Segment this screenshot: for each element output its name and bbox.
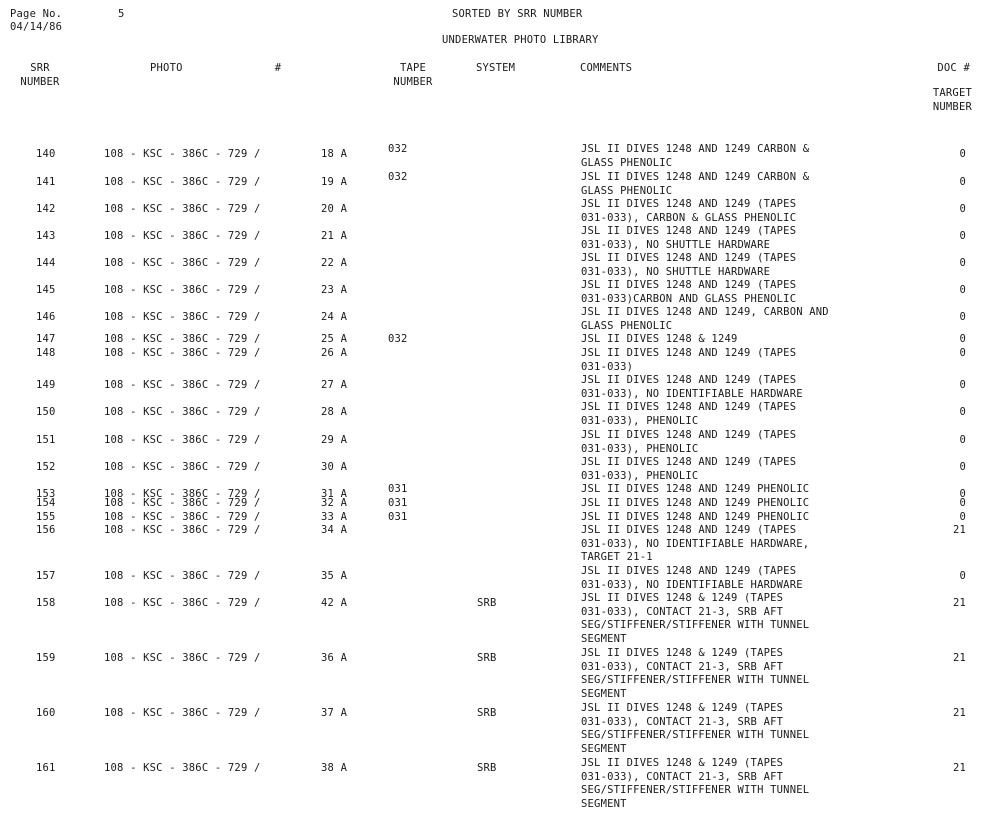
photo-number: 34 A [321, 524, 348, 536]
target-number: 0 [959, 347, 966, 359]
target-number: 0 [959, 311, 966, 323]
srr-number: 161 [36, 762, 56, 774]
srr-number: 146 [36, 311, 56, 323]
photo-number: 26 A [321, 347, 348, 359]
page-label: Page No. [10, 8, 63, 20]
photo-id: 108 - KSC - 386C - 729 / [104, 434, 261, 446]
target-number: 0 [959, 379, 966, 391]
report-date: 04/14/86 [10, 21, 63, 33]
photo-id: 108 - KSC - 386C - 729 / [104, 148, 261, 160]
comments: JSL II DIVES 1248 & 1249 [581, 333, 738, 345]
target-number: 0 [959, 230, 966, 242]
comments: JSL II DIVES 1248 AND 1249 (TAPES 031-033), NO SHUTTLE HARDWARE [581, 225, 797, 251]
photo-number: 24 A [321, 311, 348, 323]
photo-id: 108 - KSC - 386C - 729 / [104, 511, 261, 523]
comments: JSL II DIVES 1248 & 1249 (TAPES 031-033), CONTACT 21-3, SRB AFT SEG/STIFFENER/STIFFENER WITH TUNNEL SEGMENT [581, 757, 810, 810]
srr-number: 143 [36, 230, 56, 242]
tape-number: 031 [388, 483, 408, 495]
comments: JSL II DIVES 1248 AND 1249 CARBON & GLASS PHENOLIC [581, 171, 810, 197]
comments: JSL II DIVES 1248 AND 1249 (TAPES 031-033), NO IDENTIFIABLE HARDWARE, TARGET 21-1 [581, 524, 810, 563]
header-photo: PHOTO [150, 62, 183, 74]
srr-number: 144 [36, 257, 56, 269]
target-number: 21 [952, 597, 966, 609]
page-number: 5 [118, 8, 125, 20]
srr-number: 147 [36, 333, 56, 345]
comments: JSL II DIVES 1248 AND 1249 PHENOLIC [581, 511, 810, 523]
photo-id: 108 - KSC - 386C - 729 / [104, 176, 261, 188]
target-number: 0 [959, 284, 966, 296]
comments: JSL II DIVES 1248 & 1249 (TAPES 031-033), CONTACT 21-3, SRB AFT SEG/STIFFENER/STIFFENER WITH TUNNEL SEGMENT [581, 647, 810, 700]
srr-number: 157 [36, 570, 56, 582]
photo-id: 108 - KSC - 386C - 729 / [104, 311, 261, 323]
photo-number: 31 A [321, 488, 348, 500]
photo-number: 38 A [321, 762, 348, 774]
target-number: 0 [959, 148, 966, 160]
photo-id: 108 - KSC - 386C - 729 / [104, 257, 261, 269]
srr-number: 140 [36, 148, 56, 160]
photo-id: 108 - KSC - 386C - 729 / [104, 406, 261, 418]
target-number: 0 [959, 333, 966, 345]
comments: JSL II DIVES 1248 AND 1249 PHENOLIC [581, 483, 810, 495]
target-number: 0 [959, 406, 966, 418]
photo-id: 108 - KSC - 386C - 729 / [104, 762, 261, 774]
photo-id: 108 - KSC - 386C - 729 / [104, 347, 261, 359]
photo-number: 23 A [321, 284, 348, 296]
comments: JSL II DIVES 1248 AND 1249 (TAPES 031-033)CARBON AND GLASS PHENOLIC [581, 279, 797, 305]
photo-id: 108 - KSC - 386C - 729 / [104, 461, 261, 473]
comments: JSL II DIVES 1248 & 1249 (TAPES 031-033), CONTACT 21-3, SRB AFT SEG/STIFFENER/STIFFENER WITH TUNNEL SEGMENT [581, 702, 810, 755]
comments: JSL II DIVES 1248 AND 1249 PHENOLIC [581, 497, 810, 509]
target-number: 0 [959, 176, 966, 188]
srr-number: 158 [36, 597, 56, 609]
srr-number: 152 [36, 461, 56, 473]
comments: JSL II DIVES 1248 AND 1249 (TAPES 031-033) [581, 347, 797, 373]
photo-number: 18 A [321, 148, 348, 160]
target-number: 21 [952, 707, 966, 719]
comments: JSL II DIVES 1248 AND 1249 (TAPES 031-033), PHENOLIC [581, 456, 797, 482]
comments: JSL II DIVES 1248 AND 1249 (TAPES 031-033), CARBON & GLASS PHENOLIC [581, 198, 797, 224]
header-srr-number: SRR NUMBER [20, 62, 60, 88]
target-number: 0 [959, 488, 966, 500]
photo-number: 25 A [321, 333, 348, 345]
target-number: 0 [959, 203, 966, 215]
system: SRB [477, 597, 497, 609]
photo-number: 36 A [321, 652, 348, 664]
sort-title: SORTED BY SRR NUMBER [452, 8, 583, 20]
system: SRB [477, 762, 497, 774]
srr-number: 148 [36, 347, 56, 359]
srr-number: 149 [36, 379, 56, 391]
srr-number: 154 [36, 497, 56, 509]
target-number: 0 [959, 570, 966, 582]
photo-id: 108 - KSC - 386C - 729 / [104, 230, 261, 242]
photo-id: 108 - KSC - 386C - 729 / [104, 284, 261, 296]
header-hash: # [274, 62, 282, 74]
photo-number: 22 A [321, 257, 348, 269]
srr-number: 142 [36, 203, 56, 215]
target-number: 0 [959, 461, 966, 473]
comments: JSL II DIVES 1248 AND 1249 (TAPES 031-033), NO IDENTIFIABLE HARDWARE [581, 565, 803, 591]
srr-number: 156 [36, 524, 56, 536]
comments: JSL II DIVES 1248 AND 1249 CARBON & GLASS PHENOLIC [581, 143, 810, 169]
photo-number: 28 A [321, 406, 348, 418]
comments: JSL II DIVES 1248 AND 1249, CARBON AND GLASS PHENOLIC [581, 306, 829, 332]
comments: JSL II DIVES 1248 AND 1249 (TAPES 031-033), PHENOLIC [581, 401, 797, 427]
photo-number: 21 A [321, 230, 348, 242]
photo-number: 42 A [321, 597, 348, 609]
srr-number: 155 [36, 511, 56, 523]
photo-number: 27 A [321, 379, 348, 391]
header-tape-number: TAPE NUMBER [393, 62, 433, 88]
system: SRB [477, 652, 497, 664]
header-comments: COMMENTS [580, 62, 633, 74]
target-number: 0 [959, 511, 966, 523]
photo-id: 108 - KSC - 386C - 729 / [104, 497, 261, 509]
system: SRB [477, 707, 497, 719]
srr-number: 145 [36, 284, 56, 296]
tape-number: 031 [388, 511, 408, 523]
header-target-number: TARGET NUMBER [932, 87, 972, 113]
target-number: 21 [952, 762, 966, 774]
photo-id: 108 - KSC - 386C - 729 / [104, 597, 261, 609]
photo-number: 32 A [321, 497, 348, 509]
target-number: 21 [952, 524, 966, 536]
tape-number: 032 [388, 171, 408, 183]
photo-id: 108 - KSC - 386C - 729 / [104, 488, 261, 500]
srr-number: 151 [36, 434, 56, 446]
comments: JSL II DIVES 1248 AND 1249 (TAPES 031-033), NO SHUTTLE HARDWARE [581, 252, 797, 278]
header-doc-number: DOC # [937, 62, 970, 74]
photo-id: 108 - KSC - 386C - 729 / [104, 570, 261, 582]
photo-number: 20 A [321, 203, 348, 215]
srr-number: 150 [36, 406, 56, 418]
photo-number: 29 A [321, 434, 348, 446]
header-system: SYSTEM [476, 62, 516, 74]
target-number: 0 [959, 257, 966, 269]
comments: JSL II DIVES 1248 AND 1249 (TAPES 031-033), NO IDENTIFIABLE HARDWARE [581, 374, 803, 400]
srr-number: 153 [36, 488, 56, 500]
library-title: UNDERWATER PHOTO LIBRARY [442, 34, 599, 46]
tape-number: 032 [388, 143, 408, 155]
photo-id: 108 - KSC - 386C - 729 / [104, 379, 261, 391]
srr-number: 160 [36, 707, 56, 719]
photo-id: 108 - KSC - 386C - 729 / [104, 524, 261, 536]
target-number: 21 [952, 652, 966, 664]
photo-number: 37 A [321, 707, 348, 719]
target-number: 0 [959, 497, 966, 509]
photo-id: 108 - KSC - 386C - 729 / [104, 203, 261, 215]
target-number: 0 [959, 434, 966, 446]
photo-number: 19 A [321, 176, 348, 188]
comments: JSL II DIVES 1248 & 1249 (TAPES 031-033), CONTACT 21-3, SRB AFT SEG/STIFFENER/STIFFENER WITH TUNNEL SEGMENT [581, 592, 810, 645]
tape-number: 032 [388, 333, 408, 345]
photo-id: 108 - KSC - 386C - 729 / [104, 707, 261, 719]
tape-number: 031 [388, 497, 408, 509]
comments: JSL II DIVES 1248 AND 1249 (TAPES 031-033), PHENOLIC [581, 429, 797, 455]
photo-number: 30 A [321, 461, 348, 473]
srr-number: 141 [36, 176, 56, 188]
photo-number: 35 A [321, 570, 348, 582]
photo-number: 33 A [321, 511, 348, 523]
photo-id: 108 - KSC - 386C - 729 / [104, 333, 261, 345]
photo-id: 108 - KSC - 386C - 729 / [104, 652, 261, 664]
srr-number: 159 [36, 652, 56, 664]
